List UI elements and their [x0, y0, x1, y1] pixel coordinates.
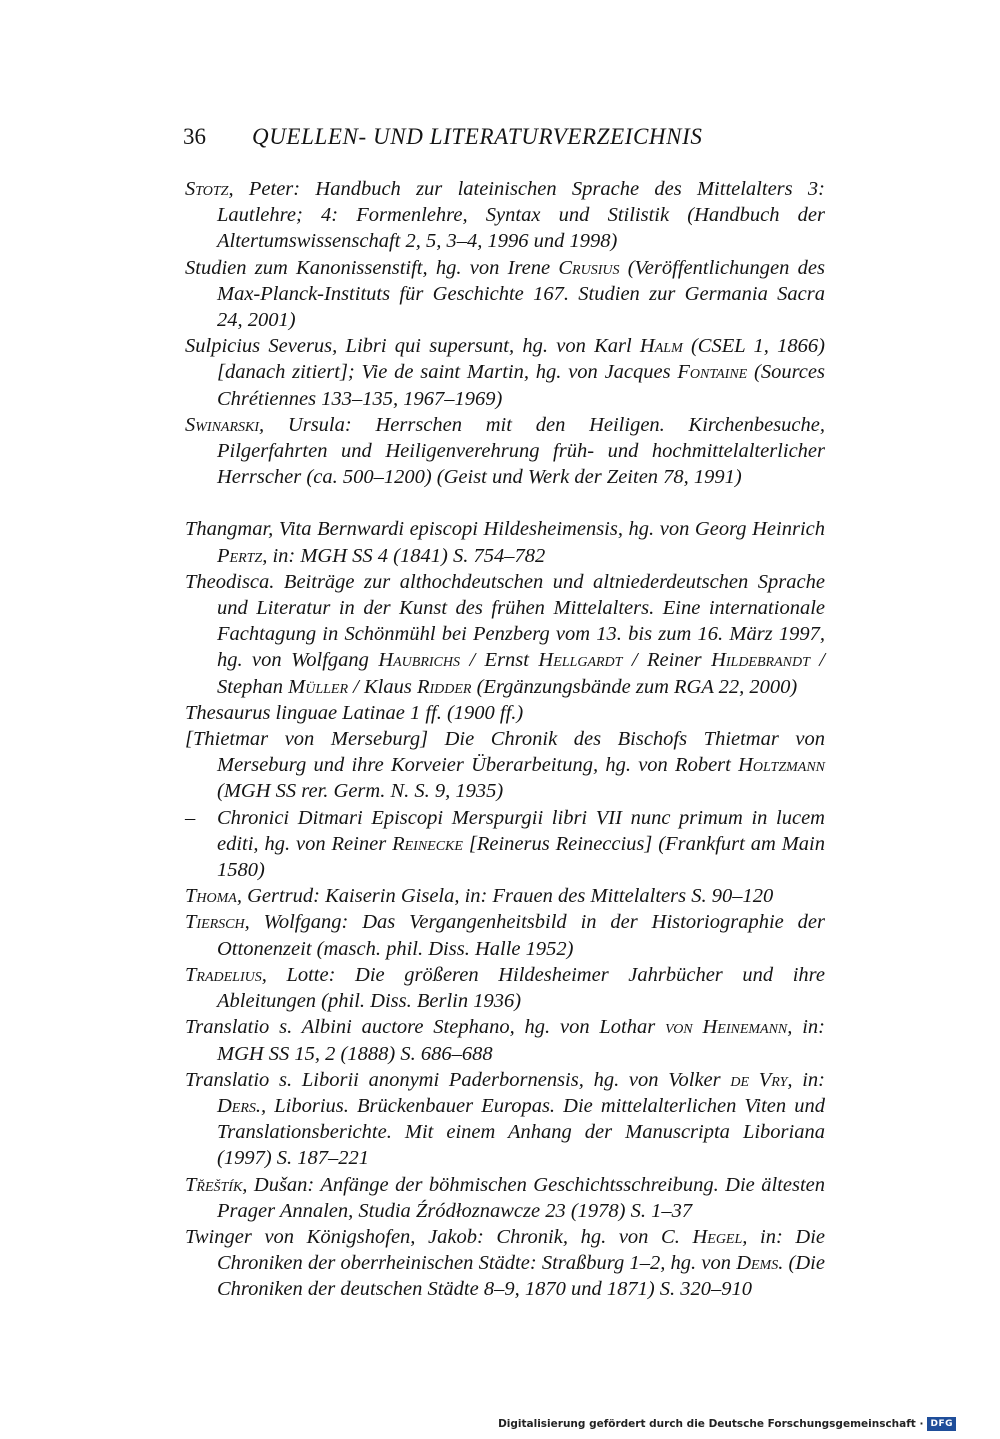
author-name: Halm — [639, 335, 683, 358]
author-name: Holtzmann — [738, 754, 825, 777]
dfg-logo: DFG — [927, 1417, 956, 1431]
entry-text: (Die Chroniken der deutschen Städte 8–9, 1870 und 1871) S. 320–910 — [217, 1252, 825, 1301]
entry-text: (MGH SS rer. Germ. N. S. 9, 1935) — [217, 780, 504, 803]
entry-text: (Sources Chrétiennes 133–135, 1967–1969) — [217, 361, 825, 410]
author-name: Swinarski — [185, 413, 260, 436]
entry-text: [Reinerus Reineccius] (Frankfurt am Main 1580) — [217, 832, 826, 882]
author-name: Ridder — [416, 675, 472, 698]
page-header — [183, 124, 823, 156]
author-name: Haubrichs — [378, 649, 461, 672]
author-name: Třeštík — [185, 1173, 243, 1196]
author-name: von Heinemann — [665, 1016, 788, 1039]
entry-title: Theodisca. Beiträge zur althochdeutschen und altniederdeutschen Sprache und Literatur in der Kunst des frühen Mittelalters. Eine internationale Fachtagung in Schönmühl bei Penzberg vom 13. bis zum 16. März 1997, hg. von Wolfgang — [185, 570, 825, 672]
author-name: Crusius — [558, 256, 620, 279]
entry-text: / Ernst — [460, 649, 539, 672]
bibliography-entry — [185, 1014, 825, 1066]
entry-title: Twinger von Königshofen, Jakob: Chronik, hg. von C. — [185, 1225, 693, 1248]
entry-text: / Stephan — [217, 649, 825, 698]
entry-title: Thangmar, Vita Bernwardi episcopi Hildesheimensis, hg. von Georg Heinrich — [185, 518, 825, 541]
author-name: Hegel — [692, 1225, 743, 1248]
author-name: Müller — [288, 675, 349, 698]
entry-text: , Peter: Handbuch zur lateinischen Sprache des Mittelalters 3: Lautlehre; 4: Formenlehre, Syntax und Stilistik (Handbuch der Altertumswissenschaft 2, 5, 3–4, 1996 und 1998) — [217, 178, 825, 253]
digitization-credit — [498, 1417, 956, 1431]
entry-title: Sulpicius Severus, Libri qui supersunt, hg. von Karl — [185, 335, 640, 358]
entry-text: / Reiner — [622, 649, 712, 672]
dash-marker: – — [185, 806, 196, 829]
entry-title: Thesaurus linguae Latinae 1 ff. (1900 ff.) — [185, 701, 524, 724]
author-name: Ders. — [217, 1094, 262, 1117]
bibliography-entry — [185, 883, 825, 909]
entry-text: , Gertrud: Kaiserin Gisela, in: Frauen des Mittelalters S. 90–120 — [236, 885, 774, 908]
author-name: Stotz — [185, 178, 229, 200]
bibliography-entry — [185, 700, 825, 726]
author-name: Fontaine — [677, 361, 748, 384]
entry-text: , Wolfgang: Das Vergangenheitsbild in der Historiographie der Ottonenzeit (masch. phil. Diss. Halle 1952) — [217, 911, 825, 960]
entry-text: , Ursula: Herrschen mit den Heiligen. Kirchenbesuche, Pilgerfahrten und Heiligenverehrung früh- und hochmittelalterlicher Herrscher (ca. 500–1200) (Geist und Werk der Zeiten 78, 1991) — [217, 413, 825, 489]
author-name: Dems. — [736, 1252, 784, 1275]
author-name: Thoma — [185, 885, 237, 908]
bibliography-entry — [185, 962, 825, 1014]
entry-title: Translatio s. Albini auctore Stephano, hg. von Lothar — [185, 1016, 666, 1039]
entry-title: Chronici Ditmari Episcopi Merspurgii libri VII nunc primum in lucem editi, hg. von Reiner — [217, 806, 825, 855]
bibliography-entry — [185, 1172, 825, 1224]
entry-title: Translatio s. Liborii anonymi Paderbornensis, hg. von Volker — [185, 1068, 731, 1091]
entry-text: , Dušan: Anfänge der böhmischen Geschichtsschreibung. Die ältesten Prager Annalen, Studia Źródłoznawcze 23 (1978) S. 1–37 — [217, 1173, 825, 1222]
entry-title: [Thietmar von Merseburg] Die Chronik des Bischofs Thietmar von Merseburg und ihre Korveier Überarbeitung, hg. von Robert — [185, 728, 825, 777]
author-name: Pertz — [217, 544, 263, 567]
bibliography-entry — [185, 255, 825, 334]
bibliography-entry — [185, 516, 825, 568]
bibliography-entry — [185, 569, 825, 700]
running-head: QUELLEN- UND LITERATURVERZEICHNIS — [252, 124, 703, 149]
entry-title: Studien zum Kanonissenstift, hg. von Irene — [185, 256, 559, 279]
entry-text: (CSEL 1, 1866) [danach zitiert]; Vie de saint Martin, hg. von Jacques — [217, 335, 825, 384]
entry-text: , in: — [787, 1068, 825, 1091]
bibliography-entry — [185, 1067, 825, 1172]
entry-text: (Veröffentlichungen des Max-Planck-Instituts für Geschichte 167. Studien zur Germania Sacra 24, 2001) — [217, 256, 825, 332]
entry-text: , in: MGH SS 4 (1841) S. 754–782 — [262, 544, 546, 567]
bibliography-entry — [185, 176, 825, 255]
bibliography-entry — [185, 909, 825, 961]
page-number: 36 — [183, 124, 206, 149]
entry-text: , Lotte: Die größeren Hildesheimer Jahrbücher und ihre Ableitungen (phil. Diss. Berlin 1936) — [217, 963, 825, 1013]
credit-text: Digitalisierung gefördert durch die Deutsche Forschungsgemeinschaft · — [498, 1418, 924, 1430]
bibliography-subentry — [185, 805, 825, 884]
author-name: Hellgardt — [538, 649, 623, 672]
author-name: de Vry — [730, 1068, 788, 1091]
bibliography-entry — [185, 333, 825, 412]
bibliography-entry — [185, 1224, 825, 1303]
bibliography-list — [185, 176, 825, 1303]
author-name: Tradelius — [185, 963, 262, 986]
entry-text: (Ergänzungsbände zum RGA 22, 2000) — [471, 675, 798, 698]
author-name: Reinecke — [392, 832, 463, 855]
entry-text: , in: MGH SS 15, 2 (1888) S. 686–688 — [217, 1016, 825, 1065]
author-name: Hildebrandt — [711, 649, 810, 672]
bibliography-entry — [185, 412, 825, 491]
author-name: Tiersch — [185, 911, 245, 934]
bibliography-entry — [185, 726, 825, 805]
entry-text: / Klaus — [348, 675, 417, 698]
entry-text: , Liborius. Brückenbauer Europas. Die mittelalterlichen Viten und Translationsberichte. Mit einem Anhang der Manuscripta Liboriana (1997) S. 187–221 — [217, 1094, 825, 1170]
entry-text: , in: Die Chroniken der oberrheinischen Städte: Straßburg 1–2, hg. von — [217, 1225, 826, 1275]
